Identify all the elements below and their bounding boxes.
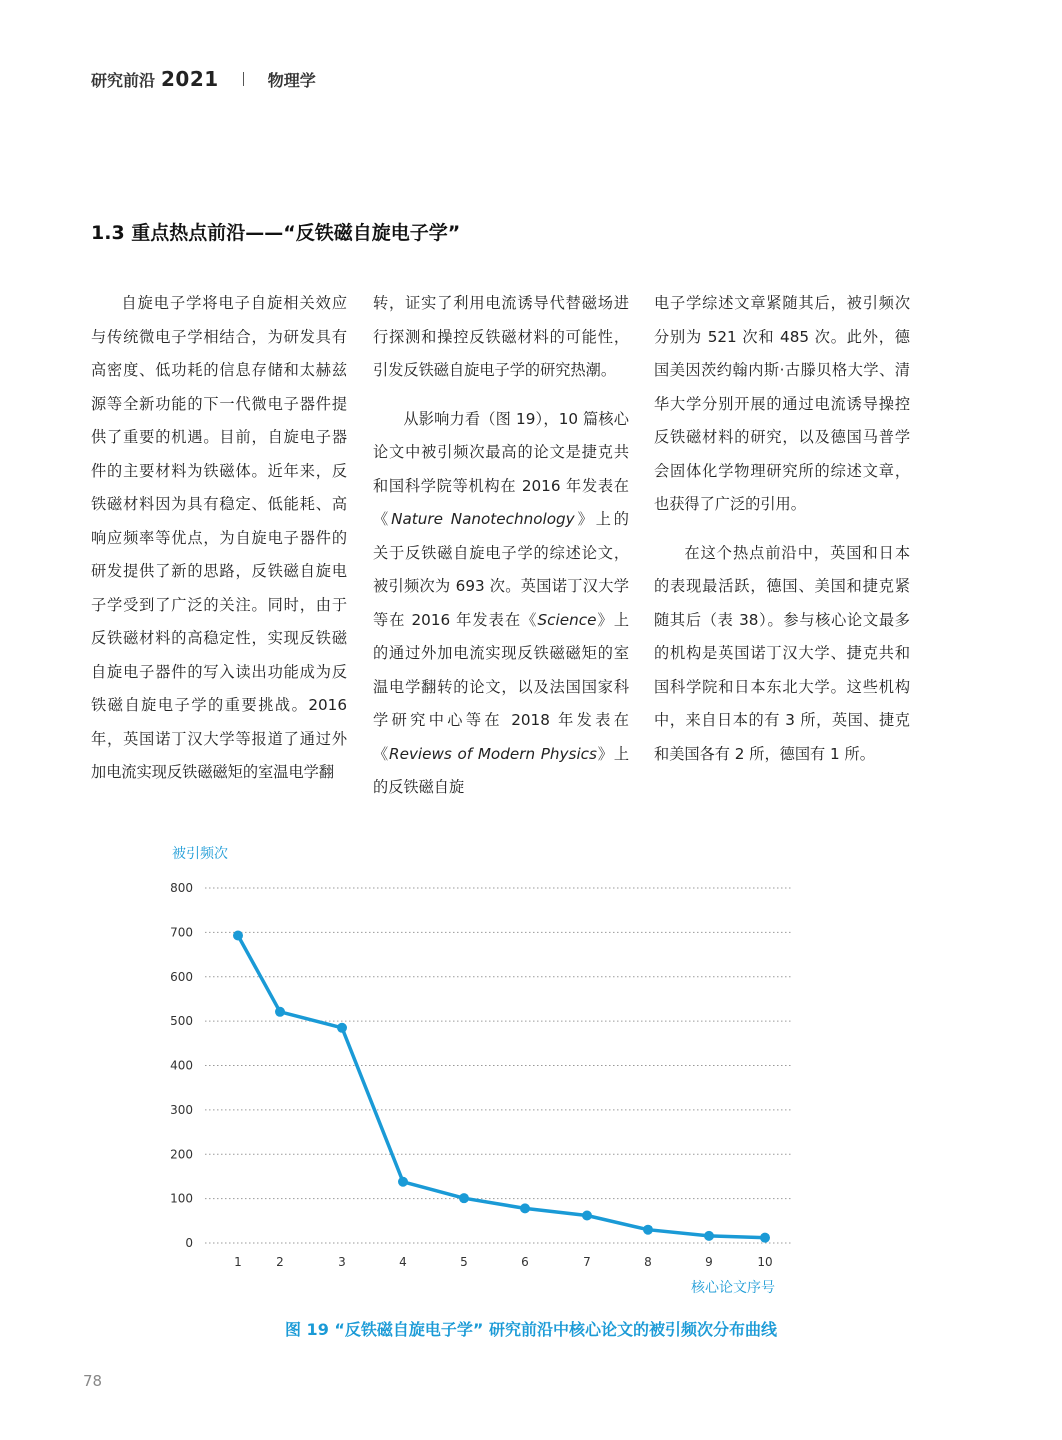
figure-caption: 图 19 “反铁磁自旋电子学” 研究前沿中核心论文的被引频次分布曲线 [284, 1320, 777, 1339]
x-tick-label: 3 [338, 1255, 346, 1269]
data-point [275, 1007, 285, 1017]
data-point [337, 1023, 347, 1033]
x-tick-label: 9 [705, 1255, 713, 1269]
data-point [760, 1233, 770, 1243]
p2-text-d: 》上的反铁磁自旋 [373, 744, 630, 796]
x-tick-label: 6 [521, 1255, 529, 1269]
y-axis-label: 被引频次 [172, 846, 228, 862]
data-point [582, 1210, 592, 1220]
x-tick-label: 10 [757, 1255, 773, 1269]
x-tick-label: 8 [644, 1255, 652, 1269]
header-year: 2021 [161, 67, 219, 91]
y-tick-label: 200 [170, 1147, 193, 1162]
data-point [520, 1203, 530, 1213]
p2-text-c: 》上的通过外加电流实现反铁磁磁矩的室温电学翻转的论文，以及法国国家科学研究中心等在 2018 年发表在《 [373, 610, 630, 763]
paragraph-1-continued: 转，证实了利用电流诱导代替磁场进行探测和操控反铁磁材料的可能性，引发反铁磁自旋电子学的研究热潮。 [373, 294, 629, 379]
text-column-1 [91, 287, 347, 790]
x-axis-label: 核心论文序号 [691, 1280, 775, 1296]
header-title: 研究前沿 [91, 70, 156, 90]
paragraph-3: 在这个热点前沿中，英国和日本的表现最活跃，德国、美国和捷克紧随其后（表 38）。参与核心论文最多的机构是英国诺丁汉大学、捷克共和国科学院和日本东北大学。这些机构中，来自日本的有 3 所，英国、捷克和美国各有 2 所，德国有 1 所。 [654, 543, 910, 763]
x-tick-label: 7 [583, 1255, 591, 1269]
data-point [233, 930, 243, 940]
y-tick-label: 700 [170, 925, 193, 940]
x-tick-label: 1 [234, 1255, 242, 1269]
data-point [643, 1225, 653, 1235]
paragraph-2-continued: 电子学综述文章紧随其后，被引频次分别为 521 次和 485 次。此外，德国美因茨约翰内斯·古滕贝格大学、清华大学分别开展的通过电流诱导操控反铁磁材料的研究，以及德国马普学会固体化学物理研究所的综述文章，也获得了广泛的引用。 [654, 294, 910, 513]
x-tick-label: 5 [460, 1255, 468, 1269]
y-tick-label: 800 [170, 881, 193, 895]
y-tick-label: 100 [170, 1191, 193, 1206]
y-tick-label: 400 [170, 1058, 193, 1073]
header-divider [243, 72, 244, 86]
text-column-3 [654, 287, 910, 771]
journal-rmp: Reviews of Modern Physics [389, 744, 597, 763]
data-point [459, 1193, 469, 1203]
journal-science: Science [537, 610, 597, 629]
y-tick-label: 500 [170, 1014, 193, 1029]
y-tick-label: 0 [185, 1236, 193, 1250]
journal-nature-nanotech: Nature Nanotechnology [391, 510, 575, 528]
p2-text-a: 从影响力看（图 19），10 篇核心论文中被引频次最高的论文是捷克共和国科学院等机构在 2016 年发表在《 [373, 409, 629, 528]
header-subject: 物理学 [267, 70, 316, 90]
section-title: 1.3 重点热点前沿——“反铁磁自旋电子学” [91, 222, 461, 244]
x-tick-label: 2 [276, 1255, 284, 1269]
citation-line-chart [150, 836, 810, 1306]
text-column-2 [373, 287, 629, 805]
paragraph-2 [373, 403, 629, 805]
running-header [91, 64, 316, 94]
data-point [398, 1177, 408, 1187]
data-point [704, 1231, 714, 1241]
y-tick-label: 300 [170, 1102, 193, 1117]
x-tick-label: 4 [399, 1255, 407, 1269]
series-line [238, 935, 765, 1237]
p2-text-b: 》上的关于反铁磁自旋电子学的综述论文，被引频次为 693 次。英国诺丁汉大学等在 2016 年发表在《 [373, 510, 629, 629]
page-number: 78 [83, 1372, 103, 1390]
paragraph-1: 自旋电子学将电子自旋相关效应与传统微电子学相结合，为研发具有高密度、低功耗的信息存储和太赫兹源等全新功能的下一代微电子器件提供了重要的机遇。目前，自旋电子器件的主要材料为铁磁体。近年来，反铁磁材料因为具有稳定、低能耗、高响应频率等优点，为自旋电子器件的研发提供了新的思路，反铁磁自旋电子学受到了广泛的关注。同时，由于反铁磁材料的高稳定性，实现反铁磁自旋电子器件的写入读出功能成为反铁磁自旋电子学的重要挑战。2016 年，英国诺丁汉大学等报道了通过外加电流实现反铁磁磁矩的室温电学翻 [91, 294, 347, 781]
y-tick-label: 600 [170, 969, 193, 984]
